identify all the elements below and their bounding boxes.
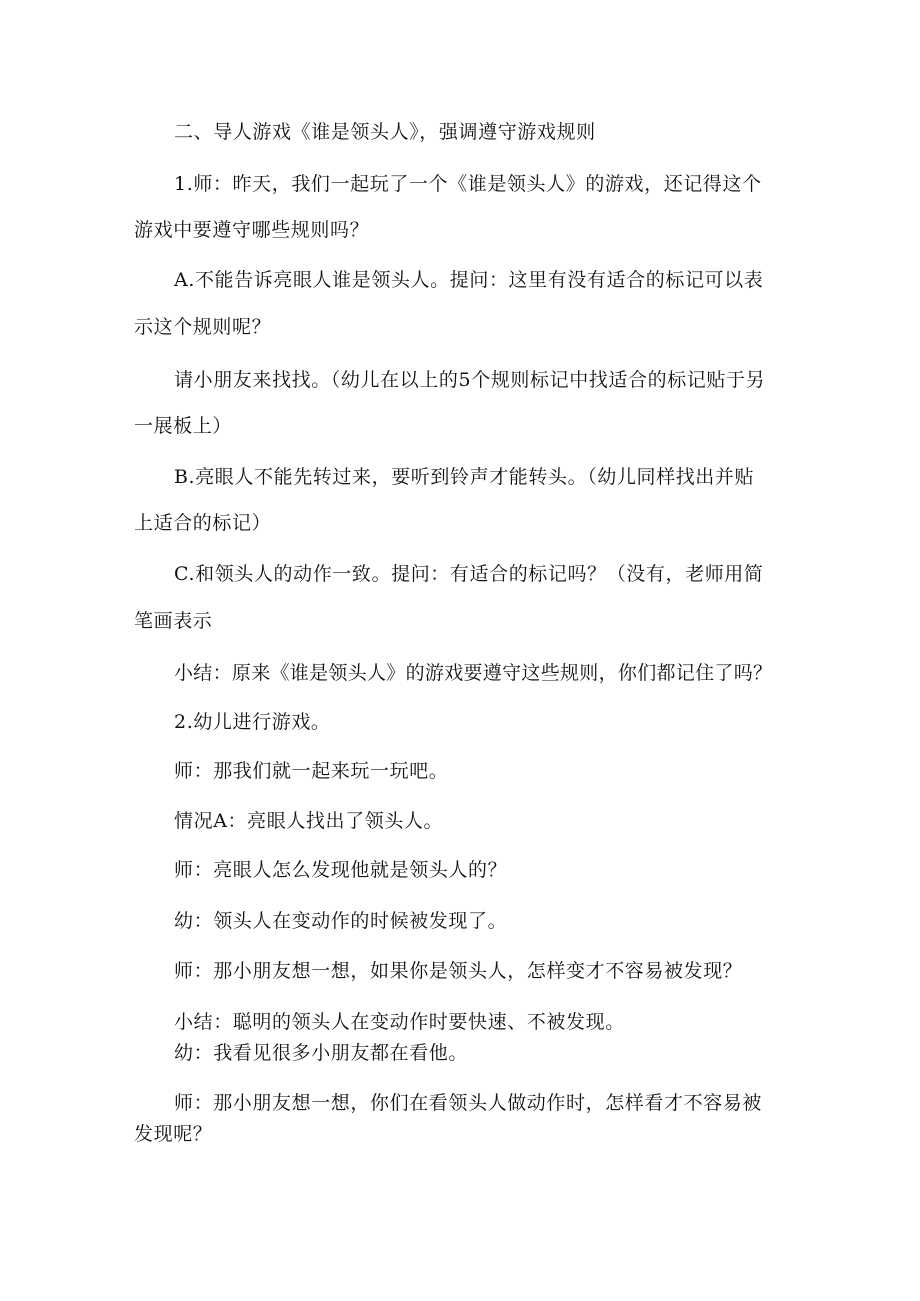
dialogue-line: 师：那小朋友想一想，如果你是领头人，怎样变才不容易被发现？ [174,960,743,982]
paragraph-line: 请小朋友来找找。（幼儿在以上的5个规则标记中找适合的标记贴于另 [174,369,766,391]
dialogue-line: 情况A：亮眼人找出了领头人。 [174,810,444,832]
paragraph-line: B.亮眼人不能先转过来，要听到铃声才能转头。（幼儿同样找出并贴 [174,466,755,488]
dialogue-line: 师：亮眼人怎么发现他就是领头人的？ [174,859,508,881]
paragraph-line: 1.师：昨天，我们一起玩了一个《谁是领头人》的游戏，还记得这个 [174,173,762,195]
paragraph-line: 游戏中要遵守哪些规则吗？ [134,219,370,241]
paragraph-line: 2.幼儿进行游戏。 [174,711,331,733]
paragraph-line: A.不能告诉亮眼人谁是领头人。提问：这里有没有适合的标记可以表 [174,269,764,291]
dialogue-line: 师：那我们就一起来玩一玩吧。 [174,760,449,782]
dialogue-line: 师：那小朋友想一想，你们在看领头人做动作时，怎样看才不容易被 [174,1092,763,1114]
dialogue-line: 幼：我看见很多小朋友都在看他。 [174,1042,469,1064]
summary-line: 小结：原来《谁是领头人》的游戏要遵守这些规则，你们都记住了吗？ [174,662,773,684]
paragraph-line: 示这个规则呢？ [134,316,272,338]
paragraph-line: 上适合的标记） [134,512,272,534]
paragraph-line: 一展板上） [134,415,233,437]
paragraph-line: 发现呢？ [134,1123,213,1145]
dialogue-line: 幼：领头人在变动作的时候被发现了。 [174,910,508,932]
paragraph-line: 笔画表示 [134,610,213,632]
summary-line: 小结：聪明的领头人在变动作时要快速、不被发现。 [174,1011,625,1033]
section-heading: 二、导人游戏《谁是领头人》，强调遵守游戏规则 [174,121,596,143]
paragraph-line: C.和领头人的动作一致。提问：有适合的标记吗？（没有，老师用简 [174,563,764,585]
